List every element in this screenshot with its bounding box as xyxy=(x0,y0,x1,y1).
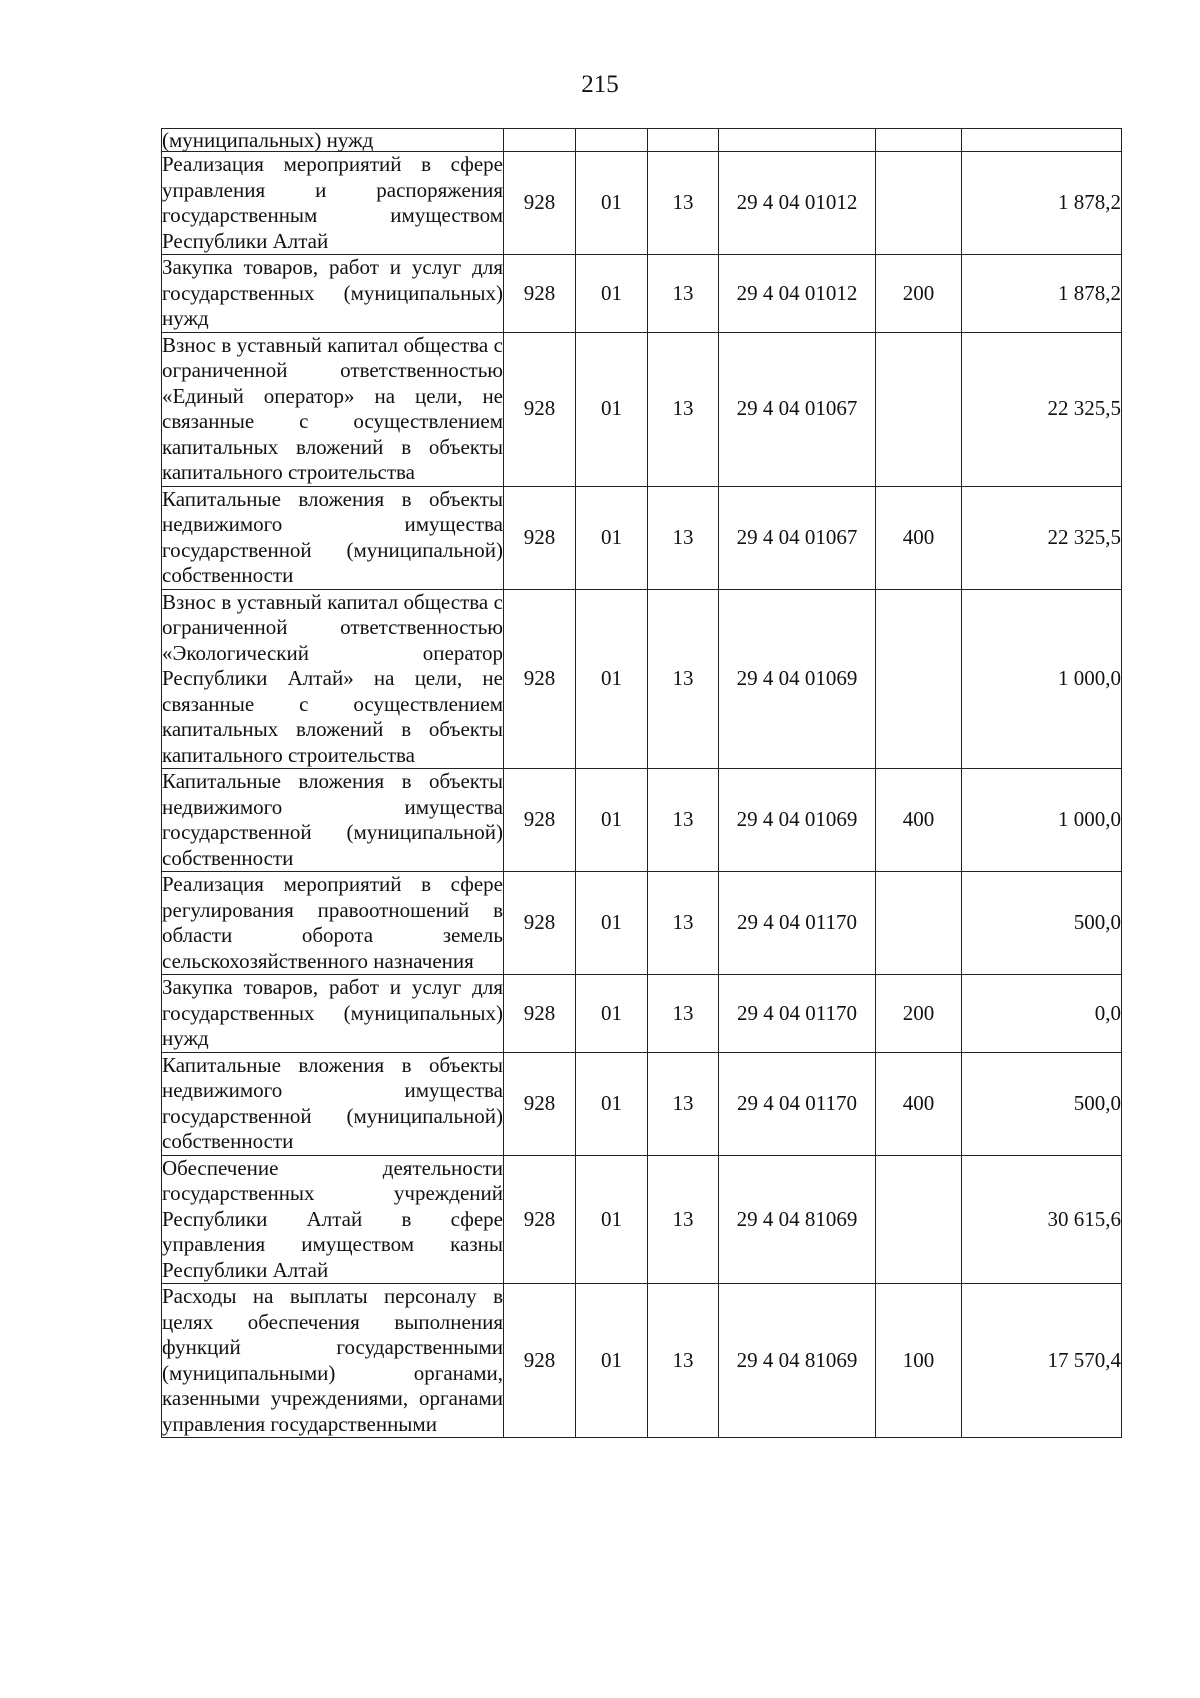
table-row xyxy=(162,1284,1122,1438)
section-code: 01 xyxy=(576,872,648,975)
amount: 30 615,6 xyxy=(962,1155,1122,1284)
table-row xyxy=(162,975,1122,1053)
section-code: 01 xyxy=(576,975,648,1053)
target-article-code: 29 4 04 01012 xyxy=(719,152,876,255)
target-article-code: 29 4 04 81069 xyxy=(719,1284,876,1438)
section-code: 01 xyxy=(576,255,648,333)
subsection-code: 13 xyxy=(648,152,719,255)
expense-type-code: 400 xyxy=(876,486,962,589)
table-row-continuation xyxy=(162,129,1122,152)
row-description: Закупка товаров, работ и услуг для государственных (муниципальных) нужд xyxy=(162,255,503,330)
amount: 1 878,2 xyxy=(962,152,1122,255)
section-code: 01 xyxy=(576,332,648,486)
amount: 1 000,0 xyxy=(962,769,1122,872)
amount: 0,0 xyxy=(962,975,1122,1053)
ministry-code: 928 xyxy=(504,769,576,872)
target-article-code: 29 4 04 81069 xyxy=(719,1155,876,1284)
target-article-code: 29 4 04 01069 xyxy=(719,589,876,769)
row-description: Обеспечение деятельности государственных учреждений Республики Алтай в сфере управления имуществом казны Республики Алтай xyxy=(162,1155,503,1282)
ministry-code: 928 xyxy=(504,486,576,589)
expense-type-code: 200 xyxy=(876,975,962,1053)
section-code: 01 xyxy=(576,486,648,589)
amount: 500,0 xyxy=(962,872,1122,975)
ministry-code: 928 xyxy=(504,872,576,975)
subsection-code: 13 xyxy=(648,486,719,589)
ministry-code: 928 xyxy=(504,332,576,486)
row-description: Реализация мероприятий в сфере управления и распоряжения государственным имуществом Республики Алтай xyxy=(162,152,503,253)
table-row xyxy=(162,769,1122,872)
ministry-code: 928 xyxy=(504,589,576,769)
ministry-code: 928 xyxy=(504,1052,576,1155)
section-code: 01 xyxy=(576,1052,648,1155)
table-row xyxy=(162,1052,1122,1155)
row-description: Реализация мероприятий в сфере регулирования правоотношений в области оборота земель сельскохозяйственного назначения xyxy=(162,872,503,973)
amount: 17 570,4 xyxy=(962,1284,1122,1438)
expense-type-code: 400 xyxy=(876,1052,962,1155)
target-article-code: 29 4 04 01012 xyxy=(719,255,876,333)
target-article-code: 29 4 04 01170 xyxy=(719,1052,876,1155)
empty-cell xyxy=(504,129,576,152)
section-code: 01 xyxy=(576,589,648,769)
empty-cell xyxy=(648,129,719,152)
ministry-code: 928 xyxy=(504,1155,576,1284)
table-row xyxy=(162,332,1122,486)
expense-type-code xyxy=(876,872,962,975)
table-body xyxy=(162,129,1122,1438)
row-description: Капитальные вложения в объекты недвижимого имущества государственной (муниципальной) собственности xyxy=(162,769,503,870)
ministry-code: 928 xyxy=(504,255,576,333)
row-description: Расходы на выплаты персоналу в целях обеспечения выполнения функций государственными (муниципальными) органами, казенными учреждениями, органами управления государственными xyxy=(162,1284,503,1436)
amount: 1 000,0 xyxy=(962,589,1122,769)
row-description: Капитальные вложения в объекты недвижимого имущества государственной (муниципальной) собственности xyxy=(162,486,503,587)
row-description: Взнос в уставный капитал общества с ограниченной ответственностью «Единый оператор» на цели, не связанные с осуществлением капитальных вложений в объекты капитального строительства xyxy=(162,332,503,484)
section-code: 01 xyxy=(576,769,648,872)
amount: 1 878,2 xyxy=(962,255,1122,333)
page-number: 215 xyxy=(581,71,619,98)
table-row xyxy=(162,1155,1122,1284)
expense-type-code xyxy=(876,589,962,769)
subsection-code: 13 xyxy=(648,589,719,769)
target-article-code: 29 4 04 01170 xyxy=(719,872,876,975)
target-article-code: 29 4 04 01067 xyxy=(719,486,876,589)
expense-type-code: 400 xyxy=(876,769,962,872)
target-article-code: 29 4 04 01067 xyxy=(719,332,876,486)
amount: 22 325,5 xyxy=(962,486,1122,589)
section-code: 01 xyxy=(576,1284,648,1438)
expense-type-code: 100 xyxy=(876,1284,962,1438)
subsection-code: 13 xyxy=(648,1052,719,1155)
subsection-code: 13 xyxy=(648,769,719,872)
budget-table xyxy=(161,128,1122,1438)
expense-type-code xyxy=(876,332,962,486)
section-code: 01 xyxy=(576,1155,648,1284)
expense-type-code xyxy=(876,1155,962,1284)
subsection-code: 13 xyxy=(648,1155,719,1284)
ministry-code: 928 xyxy=(504,1284,576,1438)
ministry-code: 928 xyxy=(504,152,576,255)
amount: 500,0 xyxy=(962,1052,1122,1155)
expense-type-code: 200 xyxy=(876,255,962,333)
row-description: Взнос в уставный капитал общества с ограниченной ответственностью «Экологический оператор Республики Алтай» на цели, не связанные с осуществлением капитальных вложений в объекты капитального строительства xyxy=(162,589,503,767)
subsection-code: 13 xyxy=(648,975,719,1053)
ministry-code: 928 xyxy=(504,975,576,1053)
target-article-code: 29 4 04 01069 xyxy=(719,769,876,872)
empty-cell xyxy=(876,129,962,152)
table-row xyxy=(162,486,1122,589)
table-row xyxy=(162,589,1122,769)
subsection-code: 13 xyxy=(648,1284,719,1438)
empty-cell xyxy=(719,129,876,152)
amount: 22 325,5 xyxy=(962,332,1122,486)
expense-type-code xyxy=(876,152,962,255)
table-row xyxy=(162,152,1122,255)
row-description: (муниципальных) нужд xyxy=(162,129,504,152)
row-description: Закупка товаров, работ и услуг для государственных (муниципальных) нужд xyxy=(162,975,503,1050)
row-description: Капитальные вложения в объекты недвижимого имущества государственной (муниципальной) собственности xyxy=(162,1052,503,1153)
subsection-code: 13 xyxy=(648,255,719,333)
subsection-code: 13 xyxy=(648,872,719,975)
empty-cell xyxy=(576,129,648,152)
target-article-code: 29 4 04 01170 xyxy=(719,975,876,1053)
subsection-code: 13 xyxy=(648,332,719,486)
table-row xyxy=(162,872,1122,975)
empty-cell xyxy=(962,129,1122,152)
section-code: 01 xyxy=(576,152,648,255)
table-row xyxy=(162,255,1122,333)
